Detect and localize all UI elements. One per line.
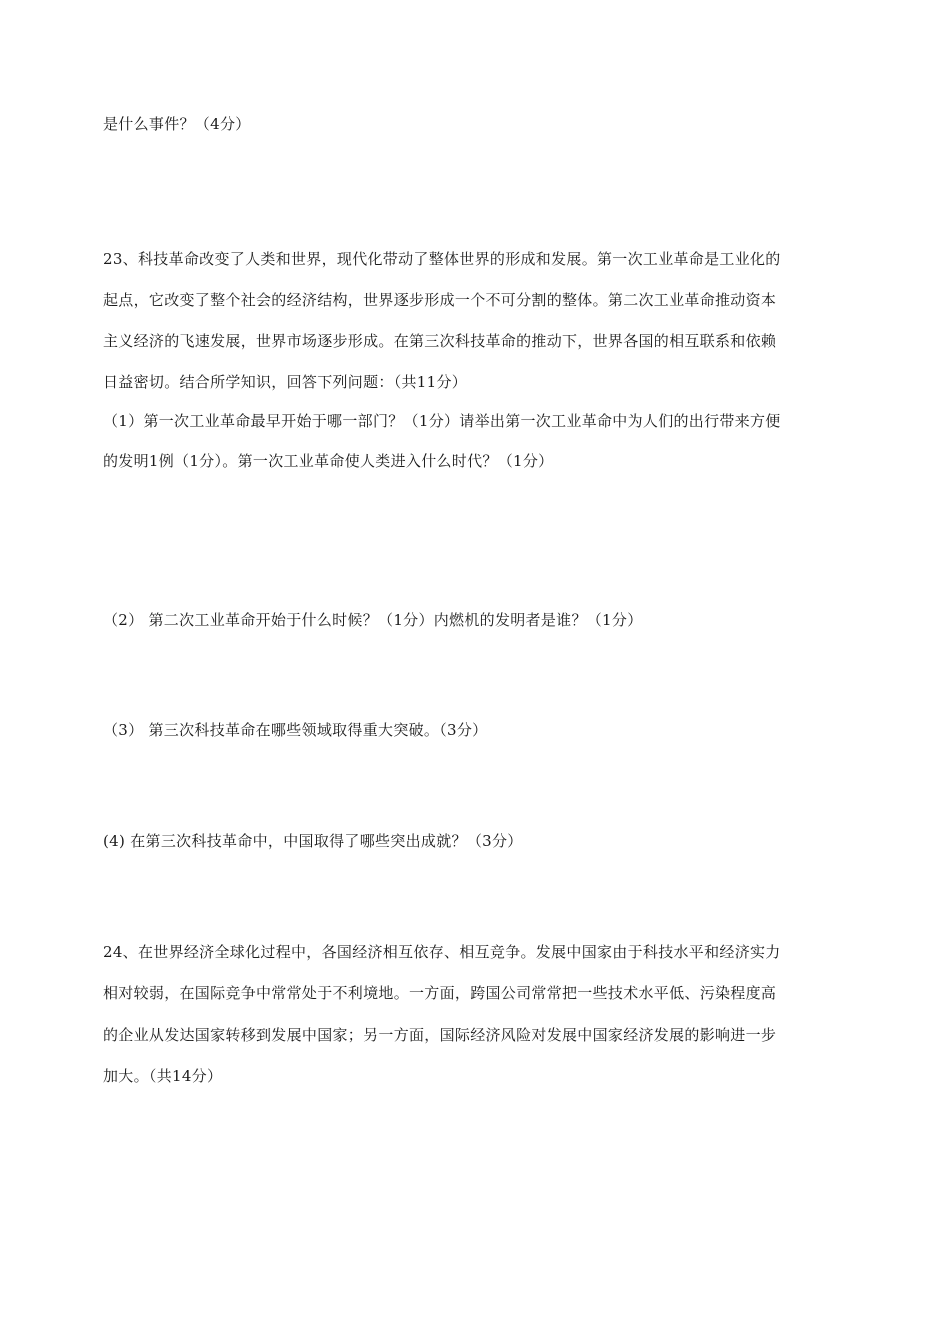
question-23-sub1-line-2: 的发明1例（1分）。第一次工业革命使人类进入什么时代？（1分） xyxy=(103,452,554,470)
question-24-intro-line-2: 相对较弱，在国际竞争中常常处于不利境地。一方面，跨国公司常常把一些技术水平低、污染程度高 xyxy=(103,984,777,1002)
question-23-intro-line-3: 主义经济的飞速发展，世界市场逐步形成。在第三次科技革命的推动下，世界各国的相互联系和依赖 xyxy=(103,332,777,350)
question-23-intro-line-2: 起点，它改变了整个社会的经济结构，世界逐步形成一个不可分割的整体。第二次工业革命推动资本 xyxy=(103,291,777,309)
question-22-tail: 是什么事件？（4分） xyxy=(103,115,251,133)
question-23-sub1-line-1: （1）第一次工业革命最早开始于哪一部门？（1分）请举出第一次工业革命中为人们的出行带来方便 xyxy=(103,412,781,430)
question-24-intro-line-4: 加大。（共14分） xyxy=(103,1067,223,1085)
question-24-intro-line-1: 24、在世界经济全球化过程中，各国经济相互依存、相互竞争。发展中国家由于科技水平和经济实力 xyxy=(103,943,781,961)
question-24-intro-line-3: 的企业从发达国家转移到发展中国家；另一方面，国际经济风险对发展中国家经济发展的影响进一步 xyxy=(103,1026,777,1044)
question-23-intro-line-1: 23、科技革命改变了人类和世界，现代化带动了整体世界的形成和发展。第一次工业革命是工业化的 xyxy=(103,250,781,268)
question-23-sub3: （3） 第三次科技革命在哪些领域取得重大突破。（3分） xyxy=(103,721,488,739)
question-23-sub2: （2） 第二次工业革命开始于什么时候？（1分）内燃机的发明者是谁？（1分） xyxy=(103,611,643,629)
question-23-intro-line-4: 日益密切。结合所学知识，回答下列问题：（共11分） xyxy=(103,373,468,391)
question-23-sub4: (4) 在第三次科技革命中，中国取得了哪些突出成就？（3分） xyxy=(103,832,523,850)
